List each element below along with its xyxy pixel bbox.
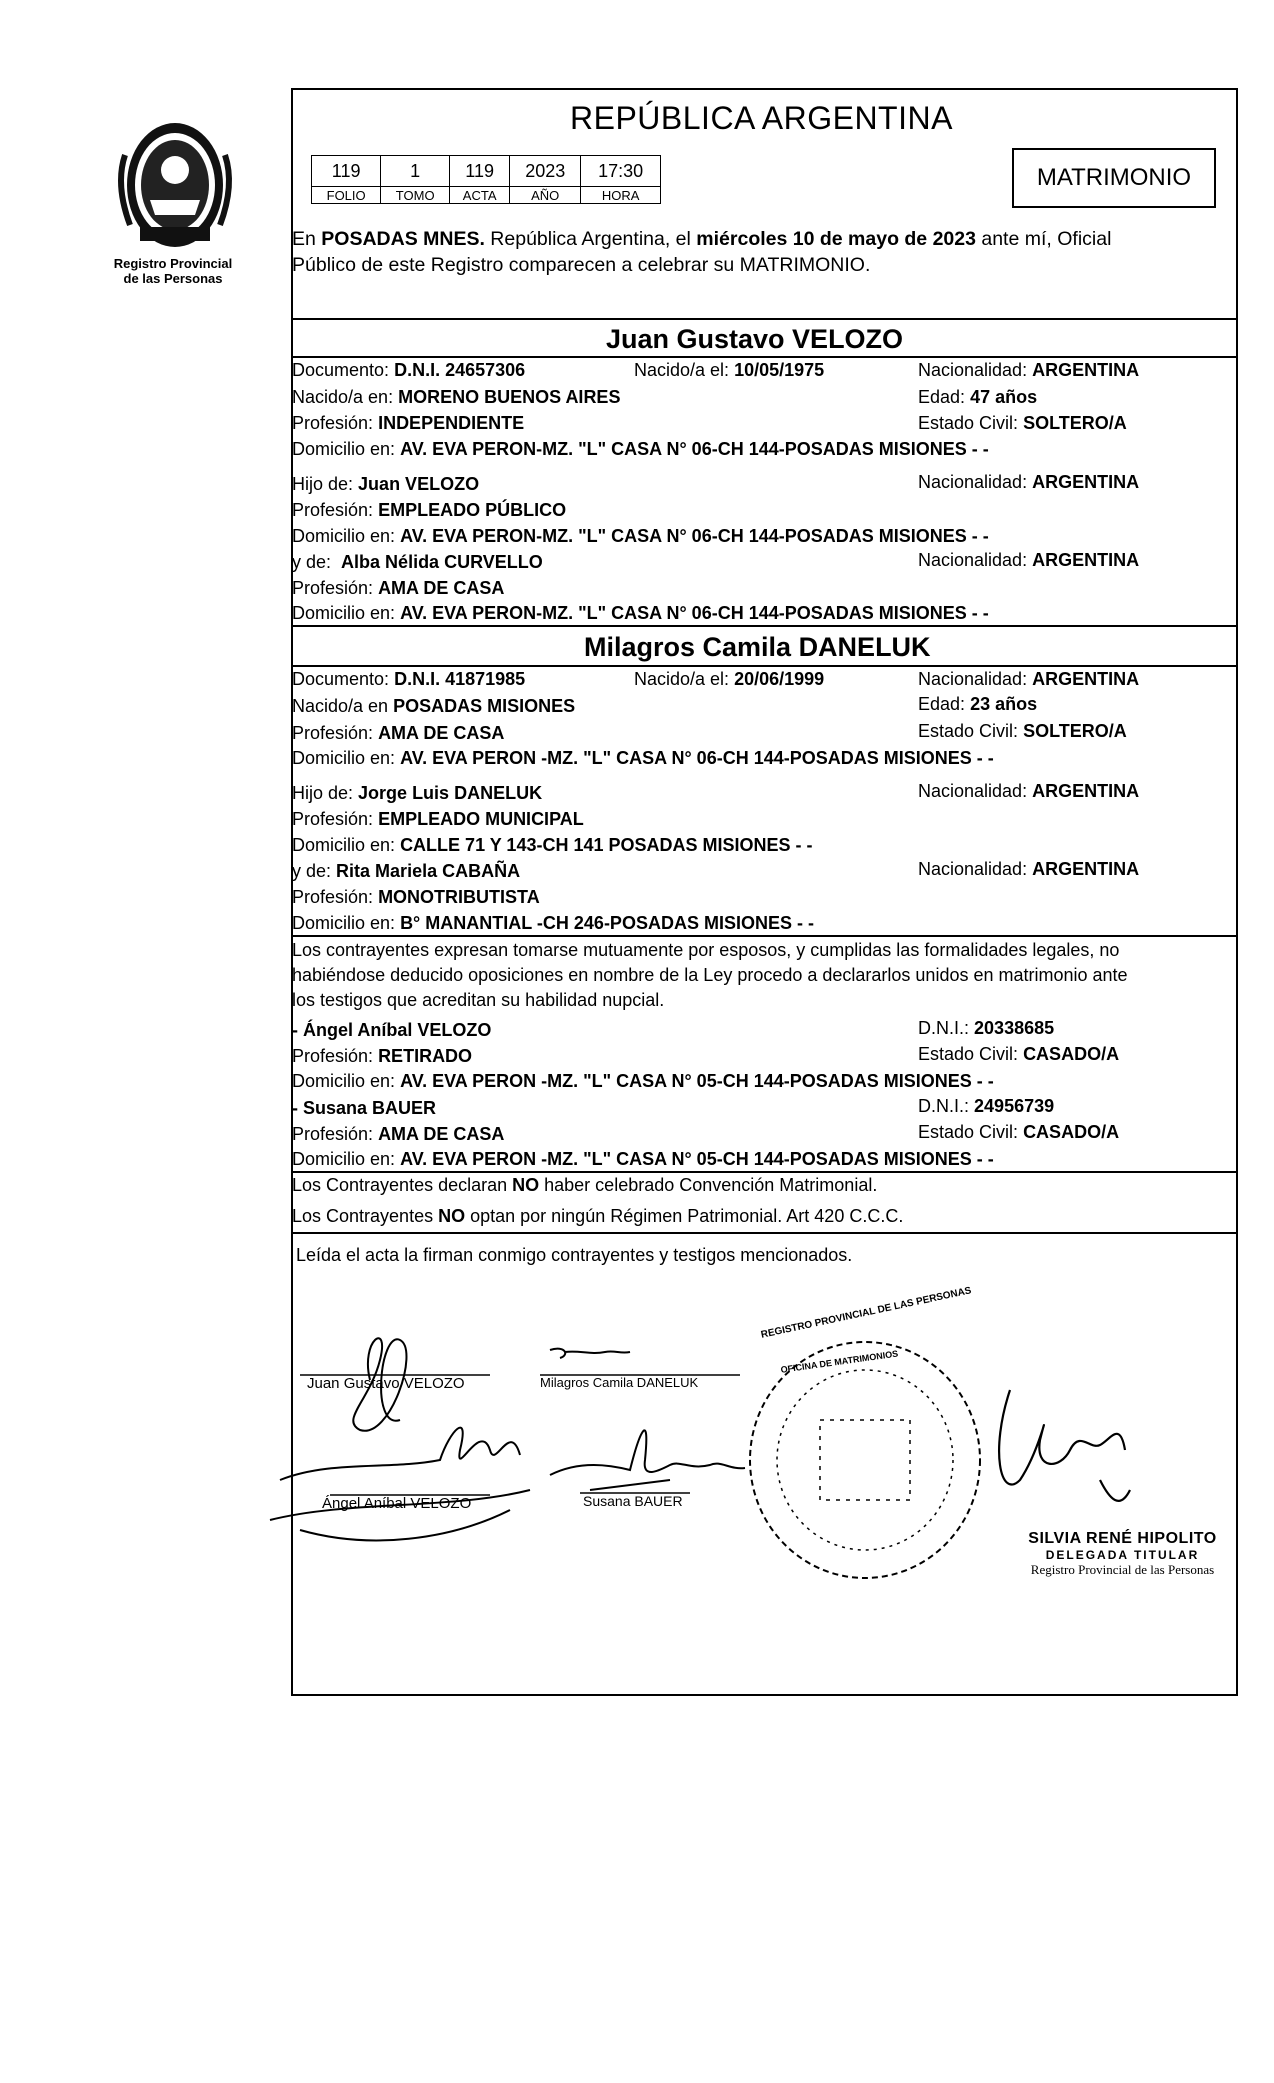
registry-logo (110, 115, 240, 255)
bride-name: Milagros Camila DANELUK (584, 632, 931, 662)
anio-value: 2023 (510, 156, 581, 187)
groom-birthplace: MORENO BUENOS AIRES (398, 387, 621, 407)
bride-profesion: AMA DE CASA (378, 723, 505, 743)
official-org: Registro Provincial de las Personas (1030, 1562, 1215, 1577)
document-title: REPÚBLICA ARGENTINA (570, 100, 953, 136)
logo-org-line1: Registro Provincial (113, 256, 233, 271)
tomo-label: TOMO (381, 187, 450, 204)
groom-profesion: INDEPENDIENTE (378, 413, 525, 433)
official-name: SILVIA RENÉ HIPOLITO (1028, 1530, 1217, 1547)
bride-birthplace: POSADAS MISIONES (393, 696, 576, 716)
witness1-signature-icon (270, 1428, 530, 1541)
folio-value: 119 (312, 156, 381, 187)
acta-type-box: MATRIMONIO (1012, 148, 1216, 208)
stamp-outer-text: REGISTRO PROVINCIAL DE LAS PERSONAS (760, 1285, 973, 1341)
bride-domicilio: AV. EVA PERON -MZ. "L" CASA N° 06-CH 144-POSADAS MISIONES - - (400, 748, 994, 768)
closing-text: Leída el acta la firman conmigo contrayentes y testigos mencionados. (296, 1245, 853, 1265)
bride-signature-label: Milagros Camila DANELUK (540, 1375, 699, 1390)
intro-place: POSADAS MNES. (321, 228, 485, 250)
groom-domicilio: AV. EVA PERON-MZ. "L" CASA N° 06-CH 144-POSADAS MISIONES - - (400, 439, 989, 459)
bride-mother: Rita Mariela CABAÑA (336, 861, 521, 881)
regime-convention: Los Contrayentes declaran NO haber celebrado Convención Matrimonial. (292, 1175, 878, 1195)
groom-nacionalidad: ARGENTINA (1032, 360, 1140, 380)
witness2-signature-icon (550, 1430, 745, 1490)
witness2-dni: 24956739 (974, 1096, 1055, 1116)
bride-birthdate: 20/06/1999 (734, 669, 825, 689)
witness2-signature-label: Susana BAUER (583, 1493, 683, 1509)
official-signature-icon (999, 1390, 1130, 1501)
logo-org-line2: de las Personas (123, 271, 223, 286)
official-role: DELEGADA TITULAR (1045, 1548, 1200, 1562)
witness1-name: - Ángel Aníbal VELOZO (292, 1020, 492, 1040)
stamp-inner-text: OFICINA DE MATRIMONIOS (780, 1348, 899, 1375)
bride-edad: 23 años (970, 694, 1038, 714)
groom-mother: Alba Nélida CURVELLO (341, 552, 543, 572)
registry-stamp-icon (750, 1342, 980, 1578)
anio-label: AÑO (510, 187, 581, 204)
groom-estado: SOLTERO/A (1023, 413, 1127, 433)
witness2-name: - Susana BAUER (292, 1098, 437, 1118)
bride-documento: D.N.I. 41871985 (394, 669, 526, 689)
official-block (1010, 1530, 1235, 1578)
registry-table (311, 155, 661, 204)
bride-nacionalidad: ARGENTINA (1032, 669, 1140, 689)
coat-of-arms-icon (110, 115, 240, 255)
regime-patrimonial: Los Contrayentes NO optan por ningún Régimen Patrimonial. Art 420 C.C.C. (292, 1206, 904, 1226)
groom-signature-label: Juan Gustavo VELOZO (307, 1375, 465, 1392)
groom-birthdate: 10/05/1975 (734, 360, 825, 380)
bride-estado: SOLTERO/A (1023, 721, 1127, 741)
witness1-signature-label: Ángel Aníbal VELOZO (322, 1495, 472, 1512)
folio-label: FOLIO (312, 187, 381, 204)
groom-edad: 47 años (970, 387, 1038, 407)
acta-label: ACTA (450, 187, 510, 204)
bride-father: Jorge Luis DANELUK (358, 783, 543, 803)
acta-value: 119 (450, 156, 510, 187)
hora-label: HORA (581, 187, 661, 204)
groom-name: Juan Gustavo VELOZO (606, 324, 904, 354)
tomo-value: 1 (381, 156, 450, 187)
declaration-text: Los contrayentes expresan tomarse mutuamente por esposos, y cumplidas las formalidades legales, no habiéndose deducido oposiciones en nombre de la Ley procedo a declararlos unidos en matrimonio ante los testigos que acreditan su habilidad nupcial. (292, 940, 1128, 1010)
groom-father: Juan VELOZO (358, 474, 480, 494)
groom-documento: D.N.I. 24657306 (394, 360, 526, 380)
intro-text: En POSADAS MNES. República Argentina, el miércoles 10 de mayo de 2023 ante mí, Oficial Público de este Registro comparecen a celebrar su MATRIMONIO. (292, 228, 1112, 276)
intro-date: miércoles 10 de mayo de 2023 (696, 228, 976, 250)
hora-value: 17:30 (581, 156, 661, 187)
bride-signature-icon (550, 1349, 630, 1358)
witness1-dni: 20338685 (974, 1018, 1055, 1038)
